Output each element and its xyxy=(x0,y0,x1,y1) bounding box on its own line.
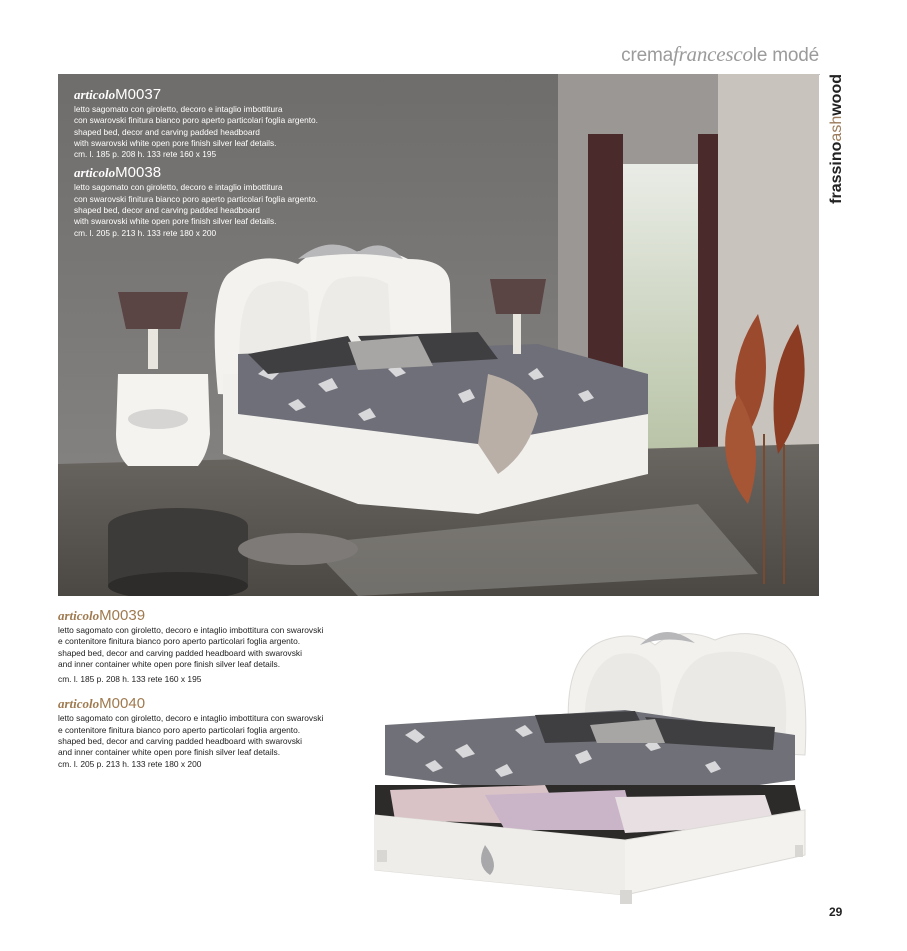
article-title-m0038: articoloM0038 xyxy=(74,164,162,182)
article-line: letto sagomato con giroletto, decoro e intaglio imbottitura xyxy=(74,104,283,114)
article-line: e contenitore finitura bianco poro aperto particolari foglia argento. xyxy=(58,636,301,647)
brand-logo: cremafrancescole modé xyxy=(621,42,819,66)
article-title-m0040: articoloM0040 xyxy=(58,695,146,713)
article-line: with swarovski white open pore finish silver leaf details. xyxy=(74,137,277,148)
article-line: letto sagomato con giroletto, decoro e intaglio imbottitura xyxy=(74,182,283,193)
article-title-m0039: articoloM0039 xyxy=(58,607,146,624)
article-line: and inner container white open pore finish silver leaf details. xyxy=(58,747,281,758)
article-line: con swarovski finitura bianco poro aperto particolari foglia argento. xyxy=(74,115,318,126)
page-number: 29 xyxy=(829,905,843,919)
bottom-articles xyxy=(58,607,388,770)
article-dims: cm. l. 185 p. 208 h. 133 rete 160 x 195 xyxy=(58,674,202,685)
article-dims: cm. l. 205 p. 213 h. 133 rete 180 x 200 xyxy=(74,227,217,238)
article-line: shaped bed, decor and carving padded headboard xyxy=(74,205,260,216)
article-line: shaped bed, decor and carving padded headboard with swarovski xyxy=(58,647,302,658)
article-line: and inner container white open pore finish silver leaf details. xyxy=(58,658,281,669)
article-title-m0037: articoloM0037 xyxy=(74,86,162,103)
article-line: shaped bed, decor and carving padded headboard xyxy=(74,126,260,137)
article-line: shaped bed, decor and carving padded headboard with swarovski xyxy=(58,736,302,747)
article-line: letto sagomato con giroletto, decoro e intaglio imbottitura con swarovski xyxy=(58,625,324,635)
article-dims: cm. l. 185 p. 208 h. 133 rete 160 x 195 xyxy=(74,149,217,160)
article-line: con swarovski finitura bianco poro aperto particolari foglia argento. xyxy=(74,193,318,204)
article-line: letto sagomato con giroletto, decoro e intaglio imbottitura con swarovski xyxy=(58,713,324,724)
vertical-collection-label: frassinoashwood xyxy=(828,74,845,204)
top-article-overlay xyxy=(74,86,374,239)
article-dims: cm. l. 205 p. 213 h. 133 rete 180 x 200 xyxy=(58,758,202,769)
article-line: with swarovski white open pore finish silver leaf details. xyxy=(74,216,277,227)
article-line: e contenitore finitura bianco poro aperto particolari foglia argento. xyxy=(58,724,301,735)
storage-bed-photo xyxy=(365,615,815,915)
